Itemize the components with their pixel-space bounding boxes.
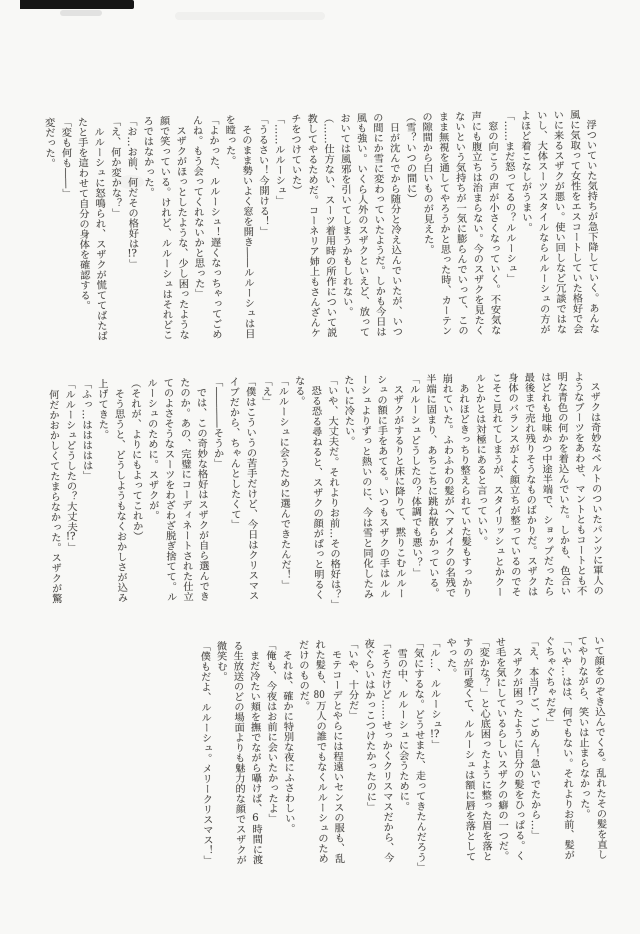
text-column: では、この奇妙な格好はスザクが自ら選んでき [194,376,209,602]
text-column: 変だった。 [42,117,55,169]
text-column: 半端に固まり、あちこちに跳ね散らかっている。 [423,373,439,599]
text-column: いし、大体スーツスタイルならルルーシュの方が [534,109,550,335]
text-column: スザクが困ったように自分の髪をひっぱる。く [509,636,525,861]
text-column: 「ルルーシュに会うために選んできたんだ！」 [276,375,291,591]
text-column: 「……まだ怒ってるの？ルルーシュ」 [501,110,516,284]
text-column: 「ル…、ルルーシュ!?」 [427,637,441,750]
text-column: スザクがするりと床に降りて、黙りこむルルー [391,373,406,599]
text-column: 雪の中、ルルーシュに会うために。 [394,637,409,812]
text-column: ろではなかった。 [141,115,154,198]
text-column: 「そうだけど……せっかくクリスマスだから、今 [378,638,393,863]
text-column: 日が沈んでから随分と冷え込んでいたが、いつ [387,111,402,337]
text-column: ぐちゃぐちゃだぞ」 [542,635,555,728]
text-band-top [39,109,600,357]
text-column: んね。もう会ってくれないかと思った」 [190,114,205,299]
text-column: 「変かな？」と心底困ったように整った眉を落と [476,636,492,862]
text-column: イブだから、ちゃんとしたくて」 [226,376,241,530]
text-column: 「ルルーシュどうしたの？体調でも悪い？」 [407,373,422,578]
text-column: なる。 [292,375,305,407]
text-band-bottom [195,635,609,881]
text-column: おいては風邪を引いてしまうかもしれない。 [337,112,352,317]
text-column: まま無視を通してやろうかと思った時、カーテン [436,111,451,336]
text-column: 上げてきた。 [95,378,108,440]
text-column: 明な青色の何かを着込んでいた。しかも、色合い [555,371,570,597]
text-column: 教してやるためだ。コーネリア姉上もさんざんケ [305,113,320,338]
text-column: すのが可愛くて、ルルーシュは額に唇を落として [460,636,475,862]
text-column: よほど着こなしがうまい。 [518,110,532,233]
text-column: そのまま勢いよく窓を開き――ルルーシュは目 [239,114,254,339]
text-column: シュの額に手をあてる。いつもスザクの手はルル [374,374,389,599]
text-column: 「うるさい！今開ける！」 [255,113,269,237]
text-column: ないという気持ちが一気に膨らんでいって、この [452,111,468,336]
text-column: （それが、よりにもよってこれか） [128,377,142,542]
text-column: 顔で笑っている。けれど、ルルーシュはそれどこ [157,115,172,340]
text-column: あれほどきっちり整えられていた髪もすっかり [456,372,471,598]
text-column: 「よかった、ルルーシュ！遅くなっちゃってごめ [206,114,222,340]
text-column: 風に気取って女性をエスコートしていた格好で会 [567,109,582,334]
text-column: の隙間から白いものが見えた。 [419,111,434,255]
text-column: 「気にするな。どうせまた、走ってきたんだろう」 [411,637,426,873]
text-column: いて顔をのぞき込んでくる。乱れたその髪を直し [591,635,607,860]
text-column: こそこ見れてしまうが、スタイリッシュとかクー [489,372,504,598]
text-column: 崩れていた。ふわふわの髪がヘアメイクの名残で [440,373,455,598]
text-column: モテコーデとやらには程遠いセンスの服も、乱 [329,638,344,864]
text-column: それは、確かに特別な夜にふさわしい。 [280,639,294,834]
text-column: そう思うと、どうしようもなくおかしさが込み [112,378,127,603]
text-column: いに来るスザクが悪い。使い回しなど冗談ではな [551,109,566,335]
text-column: 「お…お前、何だその格好は!?」 [124,115,138,270]
text-column: 声にも腹立ちは治まらない。今のスザクを見たく [469,110,484,336]
text-column: ようなブーツをあわせ、マントともコートとも不 [571,371,586,596]
text-column: はどれも地味かつ中途半端で、ショップだったら [538,371,553,597]
text-column: 何だかおかしくてたまらなかった。スザクが驚 [46,379,61,604]
text-column: 「え、本当!?ご、ごめん！急いでたから…」 [526,635,541,841]
text-column: たと手を這わせて自分の身体を確認する。 [75,116,90,311]
text-column: を瞠った。 [223,114,235,166]
text-column: れた髪も、80万人の誰でもなくルルーシュのため [312,639,328,864]
text-column: だけのものだ。 [296,639,309,711]
text-column: 「ふっ…ははははは」 [79,378,92,481]
text-column: 「ルルーシュどうしたの？大丈夫!?」 [62,378,77,553]
text-column: （雪？いつの間に） [403,111,416,204]
text-column: 「変も何も――」 [59,116,72,199]
text-column: る生放送のどの場面よりも魅力的な顔でスザクが [230,640,246,865]
text-column: 「え、何か変かな？」 [108,116,121,219]
text-column: 「――――そうか」 [210,376,223,469]
text-column: チをつけていた） [288,113,301,196]
text-column: たのか。あの、完璧にコーディネートされた仕立 [177,377,193,602]
text-column: 「僕はこういうの苦手だけど、今日はクリスマス [243,376,258,601]
text-column: 風も強い。いくら人外のスザクといえど、放って [354,112,369,338]
text-column: 窓の向こうの声が小さくなっていく。不安気な [485,110,500,336]
text-column: ルルーシュに怒鳴られ、スザクが慌ててばたば [91,116,107,341]
text-column: 「いや、十分だ」 [345,638,358,721]
text-column: ルーシュのために。スザクが。 [144,377,159,521]
text-column: 「いや…はは、何でもない。それよりお前、髪が [558,635,574,861]
text-column: やった。 [444,637,456,679]
text-column: たいに冷たい。 [341,374,354,447]
text-column: せ毛を気にしているらしいスザクの癖の一つだ。 [493,636,508,862]
text-column: ルとかとは対極にあると言っていい。 [473,372,487,547]
text-column: 恐る恐る尋ねると、スザクの顔がぱっと明るく [308,375,324,600]
text-column: ーシュよりずっと熱いのに、今は雪と同化したみ [358,374,373,599]
text-column: てやりながら、笑いは止まらなかった。 [575,635,590,820]
text-column: （……仕方ない、スーツ着用時の所作について説 [321,112,336,338]
text-band-middle [43,371,604,619]
text-column: 「僕もだよ、ルルーシュ。メリークリスマス！」 [198,640,213,866]
text-column: 「俺も、今夜はお前に会いたかったよ」 [263,639,278,824]
text-column: 身体のバランスがよく顔立ちが整っているのでそ [505,372,521,597]
text-column: てのよさそうなスーツをわざわざ脱ぎ捨てて。ル [161,377,176,602]
text-column: の間にか雪に変わっていたようだ。しかも今日は [370,112,386,337]
text-column: 「え」 [259,375,272,407]
text-column: 微笑む。 [214,640,227,682]
text-column: スザクがほっとしたような、少し困ったような [173,115,189,340]
text-column: まだ冷たい頬を撫でながら囁けば、6時間に渡 [247,640,262,865]
text-column: 「いや、大丈夫だ。それよりお前…その格好は？」 [325,374,340,610]
text-column: 「……ルルーシュ」 [272,113,285,206]
text-column: スザクは奇妙なベルトのついたパンツに軍人の [587,371,603,596]
text-column: 最後まで売れ残りそうなものばかりだ。スザクは [522,372,537,597]
text-column: 浮ついていた気持ちが急下降していく。あんな [583,109,599,334]
text-column: 夜ぐらいはかっこつけたかったのに」 [362,638,376,812]
